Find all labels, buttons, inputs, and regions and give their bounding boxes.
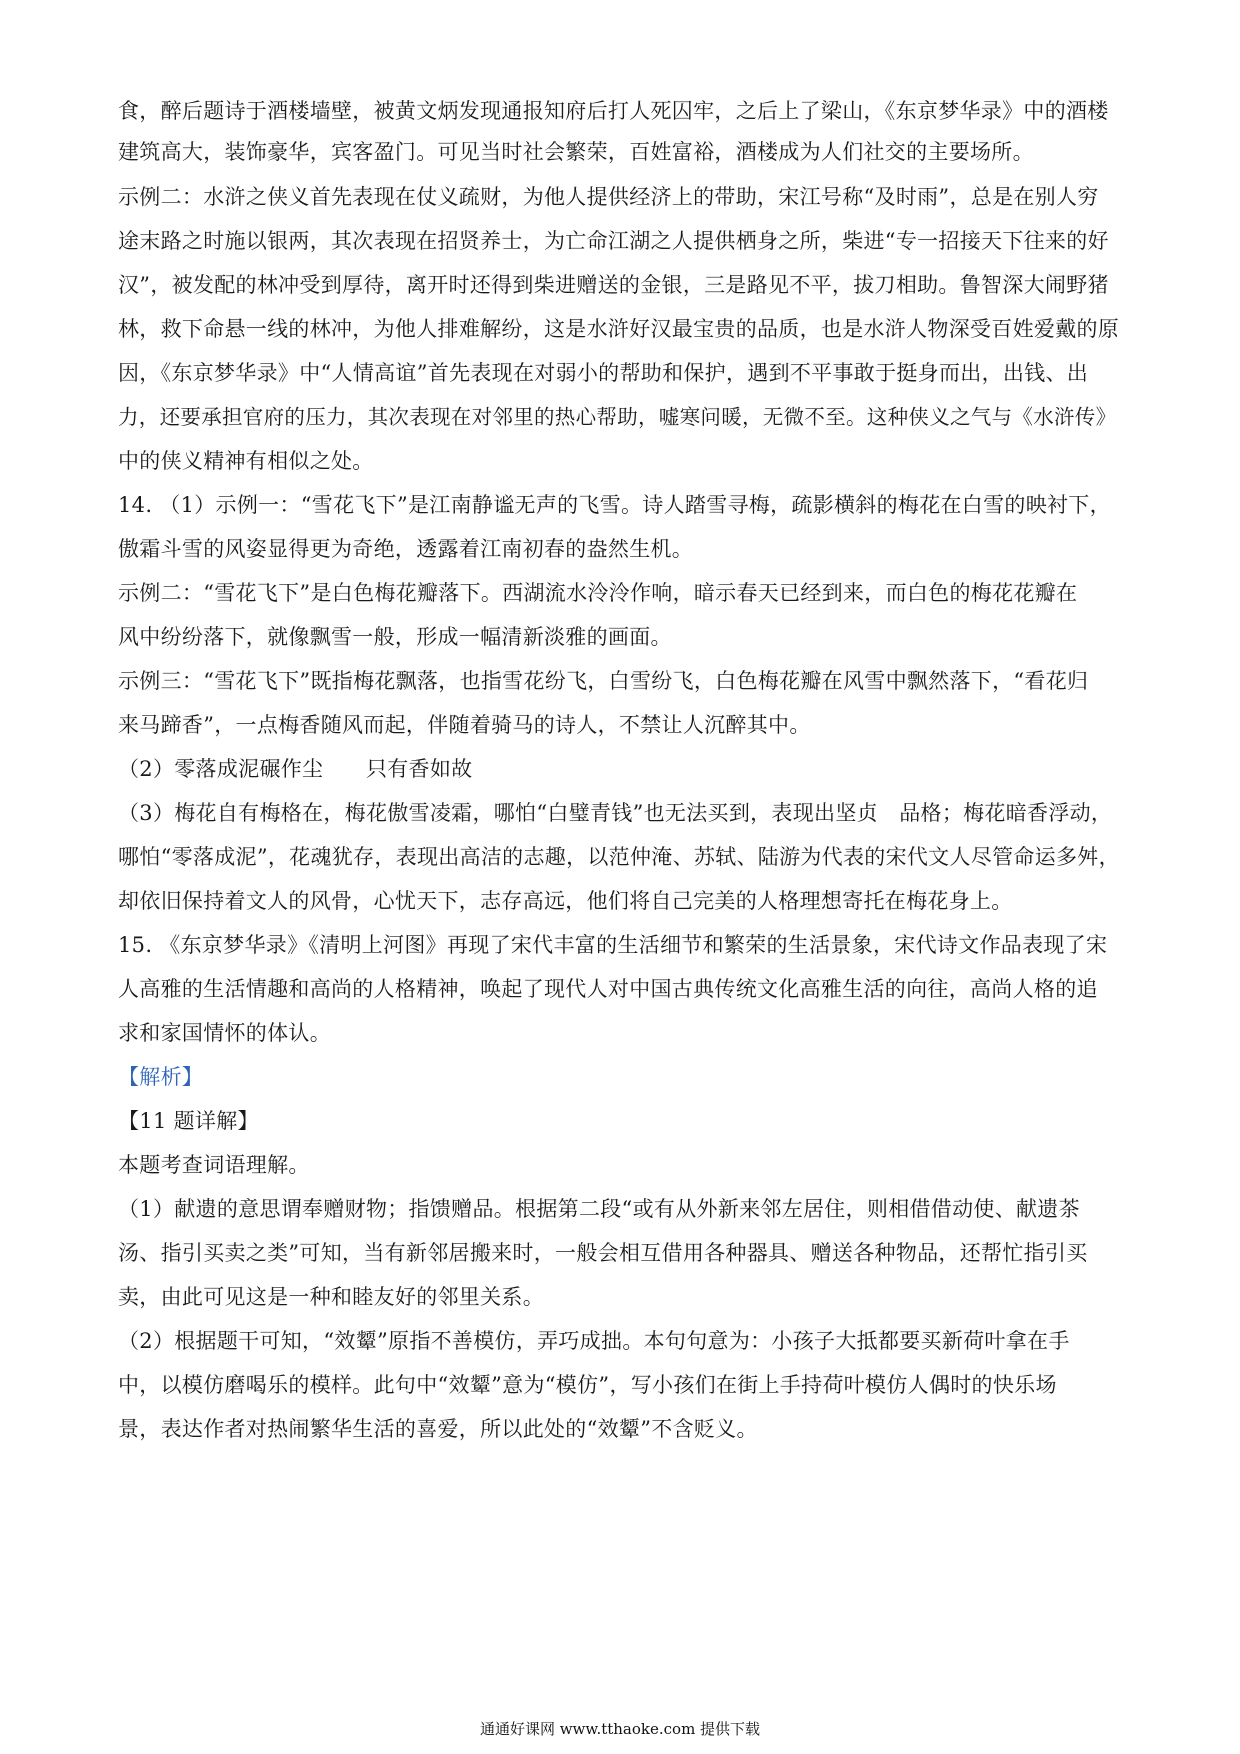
text-line: 哪怕“零落成泥”，花魂犹存，表现出高洁的志趣，以范仲淹、苏轼、陆游为代表的宋代文人尽管命运多舛， xyxy=(118,845,1120,869)
text-line: 建筑高大，装饰豪华，宾客盈门。可见当时社会繁荣，百姓富裕，酒楼成为人们社交的主要场所。 xyxy=(118,140,1034,164)
text-line: 求和家国情怀的体认。 xyxy=(118,1021,331,1045)
text-line: 林，救下命悬一线的林冲，为他人排难解纷，这是水浒好汉最宝贵的品质，也是水浒人物深受百姓爱戴的原 xyxy=(118,317,1120,341)
text-line: 示例二：水浒之侠义首先表现在仗义疏财，为他人提供经济上的带助，宋江号称“及时雨”，总是在别人穷 xyxy=(118,185,1099,209)
text-line: （2）根据题干可知，“效颦”原指不善模仿，弄巧成拙。本句句意为：小孩子大抵都要买新荷叶拿在手 xyxy=(118,1329,1070,1353)
text-line: 傲霜斗雪的风姿显得更为奇绝，透露着江南初春的盎然生机。 xyxy=(118,537,694,561)
section-heading: 【11 题详解】 xyxy=(118,1109,259,1133)
text-line: 力，还要承担官府的压力，其次表现在对邻里的热心帮助，嘘寒问暖，无微不至。这种侠义之气与《水浒传》 xyxy=(118,405,1117,429)
text-line: 人高雅的生活情趣和高尚的人格精神，唤起了现代人对中国古典传统文化高雅生活的向往，高尚人格的追 xyxy=(118,977,1098,1001)
page-footer: 通通好课网 www.tthaoke.com 提供下载 xyxy=(479,1720,761,1738)
text-line: 示例二：“雪花飞下”是白色梅花瓣落下。西湖流水泠泠作响，暗示春天已经到来，而白色的梅花花瓣在 xyxy=(118,581,1078,605)
text-line: （2）零落成泥碾作尘 只有香如故 xyxy=(118,757,473,781)
analysis-heading: 【解析】 xyxy=(118,1065,204,1089)
text-line: 14. （1）示例一：“雪花飞下”是江南静谧无声的飞雪。诗人踏雪寻梅，疏影横斜的梅花在白雪的映衬下， xyxy=(118,493,1111,517)
text-line: 汤、指引买卖之类”可知，当有新邻居搬来时，一般会相互借用各种器具、赠送各种物品，还帮忙指引买 xyxy=(118,1241,1088,1265)
text-line: 示例三：“雪花飞下”既指梅花飘落，也指雪花纷飞，白雪纷飞，白色梅花瓣在风雪中飘然落下，“看花归 xyxy=(118,669,1089,693)
text-line: 食，醉后题诗于酒楼墙壁，被黄文炳发现通报知府后打人死囚牢，之后上了梁山，《东京梦华录》中的酒楼 xyxy=(118,99,1109,123)
text-line: 15. 《东京梦华录》《清明上河图》再现了宋代丰富的生活细节和繁荣的生活景象，宋代诗文作品表现了宋 xyxy=(118,933,1108,957)
text-line: 途末路之时施以银两，其次表现在招贤养士，为亡命江湖之人提供栖身之所，柴进“专一招接天下往来的好 xyxy=(118,229,1109,253)
text-line: 中，以模仿磨喝乐的模样。此句中“效颦”意为“模仿”，写小孩们在街上手持荷叶模仿人偶时的快乐场 xyxy=(118,1373,1057,1397)
text-line: （1）献遗的意思谓奉赠财物；指馈赠品。根据第二段“或有从外新来邻左居住，则相借借动使、献遗茶 xyxy=(118,1197,1080,1221)
text-line: （3）梅花自有梅格在，梅花傲雪凌霜，哪怕“白璧青钱”也无法买到，表现出坚贞 品格；梅花暗香浮动， xyxy=(118,801,1113,825)
text-line: 中的侠义精神有相似之处。 xyxy=(118,449,374,473)
text-line: 本题考查词语理解。 xyxy=(118,1153,310,1177)
text-line: 来马蹄香”，一点梅香随风而起，伴随着骑马的诗人，不禁让人沉醉其中。 xyxy=(118,713,811,737)
text-line: 景，表达作者对热闹繁华生活的喜爱，所以此处的“效颦”不含贬义。 xyxy=(118,1417,758,1441)
text-line: 却依旧保持着文人的风骨，心忧天下，志存高远，他们将自己完美的人格理想寄托在梅花身上。 xyxy=(118,889,1013,913)
text-line: 风中纷纷落下，就像飘雪一般，形成一幅清新淡雅的画面。 xyxy=(118,625,672,649)
text-line: 因，《东京梦华录》中“人情高谊”首先表现在对弱小的帮助和保护，遇到不平事敢于挺身而出，出钱、出 xyxy=(118,361,1089,385)
text-line: 卖，由此可见这是一种和睦友好的邻里关系。 xyxy=(118,1285,544,1309)
text-line: 汉”，被发配的林冲受到厚待，离开时还得到柴进赠送的金银，三是路见不平，拔刀相助。鲁智深大闹野猪 xyxy=(118,273,1109,297)
